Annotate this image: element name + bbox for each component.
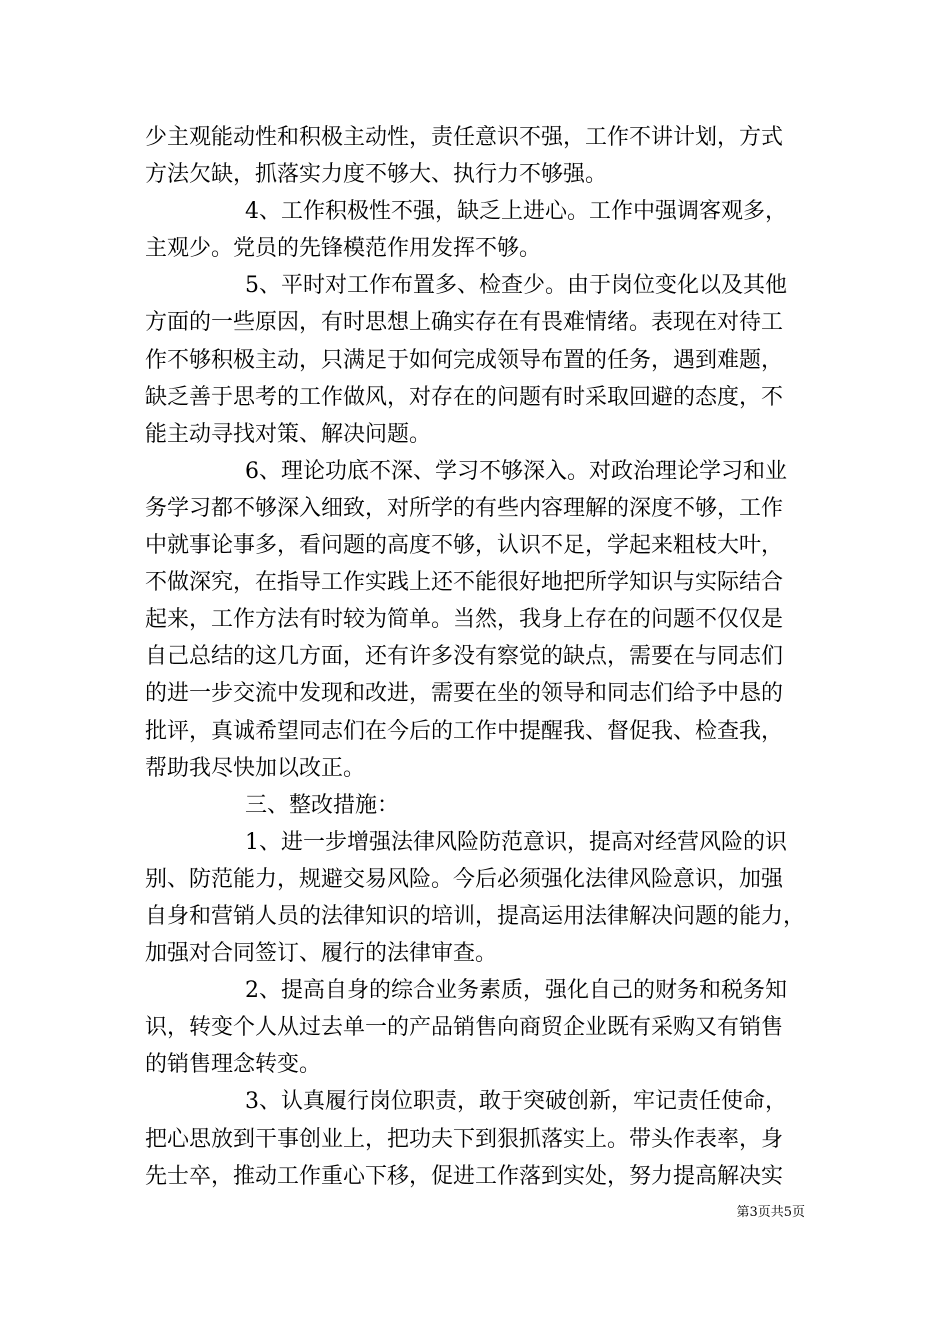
text-line: 中就事论事多，看问题的高度不够，认识不足，学起来粗枝大叶，	[145, 533, 784, 559]
text-line: 4、工作积极性不强，缺乏上进心。工作中强调客观多，	[245, 199, 787, 225]
section-heading	[145, 787, 835, 824]
text-line: 把心思放到干事创业上，把功夫下到狠抓落实上。带头作表率，身	[145, 1126, 784, 1152]
text-line: 5、平时对工作布置多、检查少。由于岗位变化以及其他	[245, 273, 787, 299]
text-line: 6、理论功底不深、学习不够深入。对政治理论学习和业	[245, 458, 787, 484]
text-line: 少主观能动性和积极主动性，责任意识不强，工作不讲计划，方式	[145, 125, 784, 150]
text-line: 2、提高自身的综合业务素质，强化自己的财务和税务知	[245, 978, 787, 1004]
paragraph-item-4	[145, 193, 835, 267]
text-line: 加强对合同签订、履行的法律审查。	[145, 941, 498, 967]
text-line: 别、防范能力，规避交易风险。今后必须强化法律风险意识，加强	[145, 866, 784, 892]
text-line: 起来，工作方法有时较为简单。当然，我身上存在的问题不仅仅是	[145, 607, 784, 633]
paragraph-measure-1	[145, 824, 835, 972]
section-heading-text: 三、整改措施：	[245, 792, 400, 818]
text-line: 批评，真诚希望同志们在今后的工作中提醒我、督促我、检查我，	[145, 718, 784, 744]
text-line: 的销售理念转变。	[145, 1052, 322, 1078]
page-number-footer: 第3页共5页	[736, 1205, 805, 1220]
paragraph-item-5	[145, 267, 835, 452]
text-line: 主观少。党员的先锋模范作用发挥不够。	[145, 236, 542, 262]
paragraph-measure-3	[145, 1083, 835, 1194]
text-line: 帮助我尽快加以改正。	[145, 755, 366, 781]
text-line: 作不够积极主动，只满足于如何完成领导布置的任务，遇到难题，	[145, 347, 784, 373]
text-line: 识，转变个人从过去单一的产品销售向商贸企业既有采购又有销售	[145, 1015, 784, 1041]
text-line: 的进一步交流中发现和改进，需要在坐的领导和同志们给予中恳的	[145, 681, 784, 707]
text-line: 方法欠缺，抓落实力度不够大、执行力不够强。	[145, 162, 608, 188]
text-line: 务学习都不够深入细致，对所学的有些内容理解的深度不够，工作	[145, 495, 784, 521]
paragraph-item-6	[145, 453, 835, 787]
text-line: 方面的一些原因，有时思想上确实存在有畏难情绪。表现在对待工	[145, 310, 784, 336]
text-line: 先士卒，推动工作重心下移，促进工作落到实处，努力提高解决实	[145, 1163, 784, 1189]
text-line: 缺乏善于思考的工作做风，对存在的问题有时采取回避的态度，不	[145, 384, 784, 410]
document-body	[145, 119, 835, 1195]
text-line: 不做深究，在指导工作实践上还不能很好地把所学知识与实际结合	[145, 570, 784, 596]
text-line: 能主动寻找对策、解决问题。	[145, 421, 432, 447]
paragraph-measure-2	[145, 972, 835, 1083]
text-line: 3、认真履行岗位职责，敢于突破创新，牢记责任使命，	[245, 1089, 787, 1115]
text-line: 1、进一步增强法律风险防范意识，提高对经营风险的识	[245, 829, 787, 855]
text-line: 自身和营销人员的法律知识的培训，提高运用法律解决问题的能力，	[145, 903, 806, 929]
paragraph-continued	[145, 119, 835, 193]
text-line: 自己总结的这几方面，还有许多没有察觉的缺点，需要在与同志们	[145, 644, 784, 670]
